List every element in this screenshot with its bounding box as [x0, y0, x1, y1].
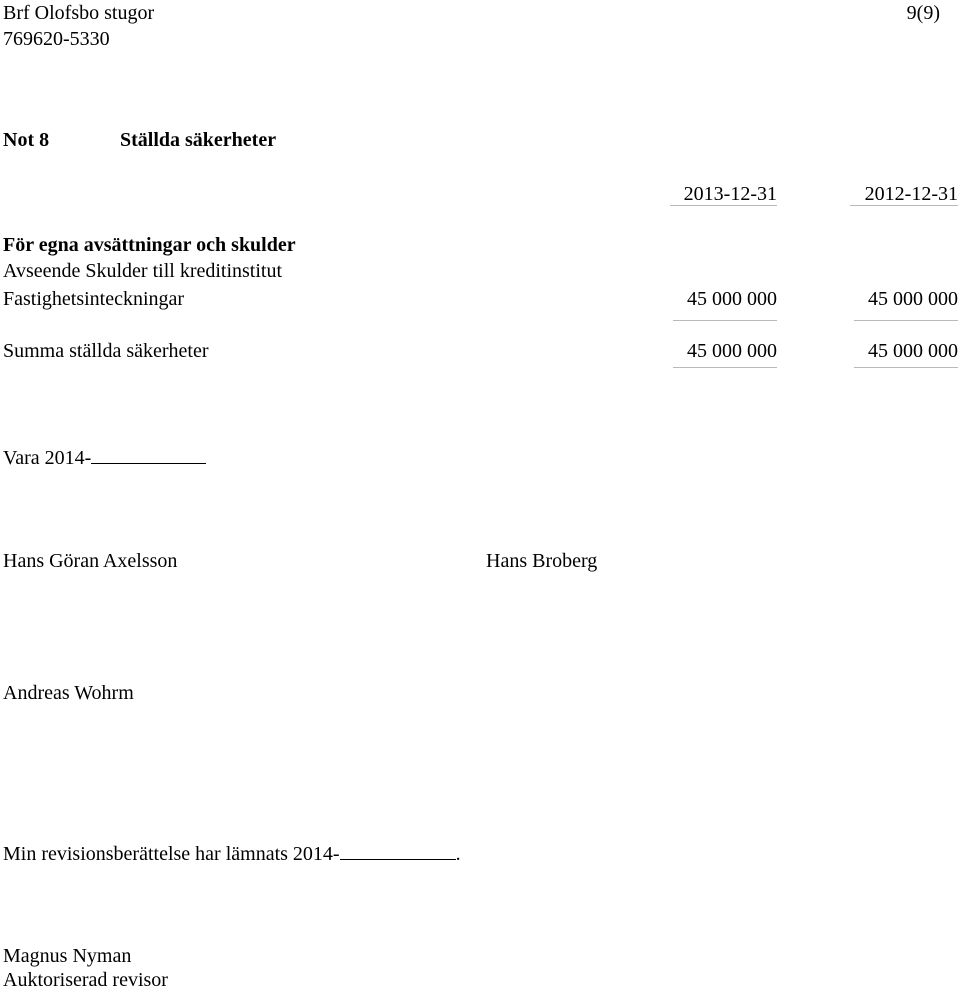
section-heading: För egna avsättningar och skulder: [3, 234, 296, 256]
column-header-2012: 2012-12-31: [864, 183, 958, 205]
row-value-2012: 45 000 000: [868, 288, 958, 310]
column-header-underline: [670, 205, 777, 206]
note-number: Not 8: [3, 129, 50, 151]
audit-statement-end: .: [455, 843, 461, 865]
row-underline: [673, 320, 777, 321]
row-underline: [854, 320, 958, 321]
place-date-line: [3, 445, 206, 468]
signer-name: Andreas Wohrm: [3, 682, 134, 704]
place-date-text: Vara 2014-: [3, 447, 92, 469]
auditor-title: Auktoriserad revisor: [3, 969, 168, 991]
total-value-2012: 45 000 000: [868, 340, 958, 362]
audit-statement-text: Min revisionsberättelse har lämnats 2014-: [3, 843, 340, 865]
subheading: Avseende Skulder till kreditinstitut: [3, 260, 283, 282]
auditor-name: Magnus Nyman: [3, 945, 132, 967]
total-underline: [673, 367, 777, 368]
total-value-2013: 45 000 000: [687, 340, 777, 362]
date-blank: [91, 445, 206, 464]
association-name: Brf Olofsbo stugor: [3, 2, 155, 24]
column-header-underline: [850, 205, 958, 206]
signer-name: Hans Broberg: [486, 550, 598, 572]
total-label: Summa ställda säkerheter: [3, 340, 209, 362]
audit-date-blank: [340, 841, 456, 860]
row-value-2013: 45 000 000: [687, 288, 777, 310]
page-number: 9(9): [906, 2, 940, 24]
row-label: Fastighetsinteckningar: [3, 288, 185, 310]
org-number: 769620-5330: [3, 28, 110, 50]
column-header-2013: 2013-12-31: [683, 183, 777, 205]
note-title: Ställda säkerheter: [120, 129, 277, 151]
signer-name: Hans Göran Axelsson: [3, 550, 178, 572]
audit-statement-line: [3, 841, 461, 864]
total-underline: [854, 367, 958, 368]
